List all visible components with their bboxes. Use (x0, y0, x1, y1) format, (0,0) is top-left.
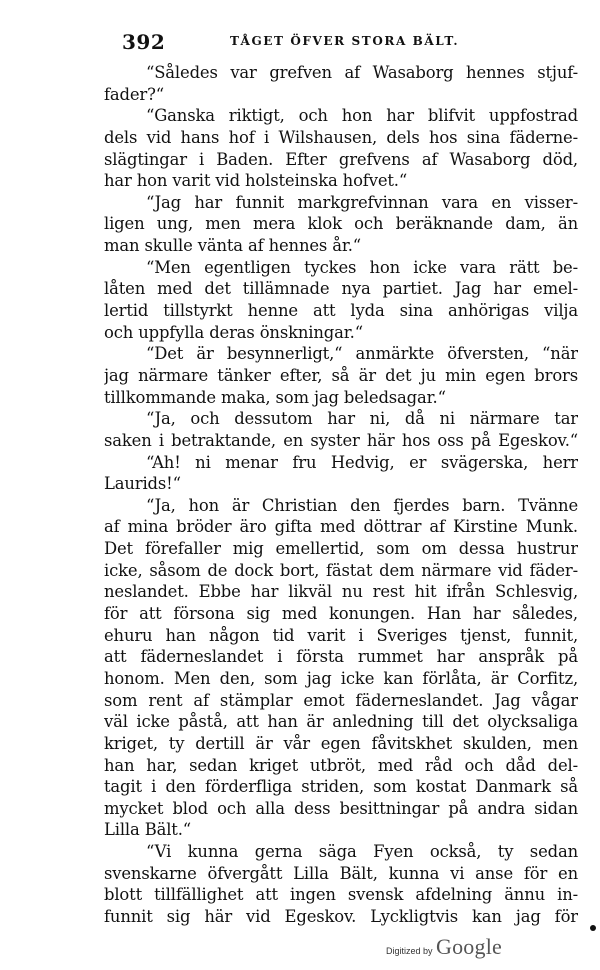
text-line: neslandet. Ebbe har likväl nu rest hit ifrån Schlesvig, (104, 582, 578, 602)
text-line: “Ganska riktigt, och hon har blifvit uppfostrad (146, 106, 578, 126)
text-line: och uppfylla deras önskningar.“ (104, 322, 363, 342)
text-line: har hon varit vid holsteinska hofvet.“ (104, 171, 408, 191)
text-line: lertid tillstyrkt henne att lyda sina anhörigas vilja (104, 301, 578, 321)
text-line: svenskarne öfvergått Lilla Bält, kunna vi anse för en (104, 863, 578, 883)
text-line: “Jag har funnit markgrefvinnan vara en visser- (146, 192, 578, 212)
page-number: 392 (122, 30, 166, 54)
digitized-by-label: Digitized by (386, 946, 433, 956)
text-line: funnit sig här vid Egeskov. Lyckligtvis kan jag för (104, 906, 578, 926)
text-line: tillkommande maka, som jag beledsagar.“ (104, 387, 446, 407)
text-line: Lilla Bält.“ (104, 820, 192, 840)
text-line: icke, såsom de dock bort, fästat dem närmare vid fäder- (104, 560, 578, 580)
text-line: “Ja, och dessutom har ni, då ni närmare tar (146, 409, 578, 429)
text-line: väl icke påstå, att han är anledning till det olycksaliga (104, 712, 578, 732)
text-line: mycket blod och alla dess besittningar på andra sidan (104, 798, 578, 818)
text-line: tagit i den förderfliga striden, som kostat Danmark så (104, 777, 578, 797)
page-header (122, 30, 584, 54)
text-line: “Ah! ni menar fru Hedvig, er svägerska, herr (146, 452, 578, 472)
text-line: Det förefaller mig emellertid, som om dessa hustrur (104, 539, 578, 559)
text-line: kriget, ty dertill är vår egen fåvitskhet skulden, men (104, 733, 578, 753)
text-line: jag närmare tänker efter, så är det ju min egen brors (104, 365, 578, 385)
google-logo: Google (436, 934, 502, 959)
text-line: dels vid hans hof i Wilshausen, dels hos sina fäderne- (104, 127, 578, 147)
text-line: “Således var grefven af Wasaborg hennes stjuf- (146, 63, 578, 82)
text-line: låten med det tillämnade nya partiet. Jag har emel- (104, 279, 578, 299)
text-line: slägtingar i Baden. Efter grefvens af Wasaborg död, (104, 149, 578, 169)
text-line: af mina bröder äro gifta med döttrar af Kirstine Munk. (104, 517, 578, 537)
text-line: ligen ung, men mera klok och beräknande dam, än (104, 214, 578, 234)
text-line: Laurids!“ (104, 474, 181, 494)
text-line: man skulle vänta af hennes år.“ (104, 236, 362, 256)
page-mark-dot (590, 925, 596, 931)
text-line: “Men egentligen tyckes hon icke vara rätt be- (146, 257, 578, 277)
text-line: “Det är besynnerligt,“ anmärkte öfversten, “när (146, 344, 578, 364)
text-line: att fäderneslandet i första rummet har anspråk på (104, 647, 578, 667)
body-text (104, 62, 578, 928)
text-line: honom. Men den, som jag icke kan förlåta, är Corfitz, (104, 668, 578, 688)
text-line: ehuru han någon tid varit i Sveriges tjenst, funnit, (104, 625, 578, 645)
text-line: fader?“ (104, 84, 164, 104)
text-line: han har, sedan kriget utbröt, med råd och dåd del- (104, 755, 578, 775)
text-line: som rent af stämplar emot fäderneslandet. Jag vågar (104, 690, 578, 710)
text-line: för att försona sig med konungen. Han har således, (104, 604, 578, 624)
text-line: “Ja, hon är Christian den fjerdes barn. Tvänne (146, 495, 578, 515)
text-line: saken i betraktande, en syster här hos oss på Egeskov.“ (104, 430, 578, 450)
text-line: “Vi kunna gerna säga Fyen också, ty sedan (146, 842, 578, 862)
digitization-watermark (386, 934, 586, 964)
running-head: TÅGET ÖFVER STORA BÄLT. (230, 34, 460, 48)
text-line: blott tillfällighet att ingen svensk afdelning ännu in- (104, 885, 578, 905)
